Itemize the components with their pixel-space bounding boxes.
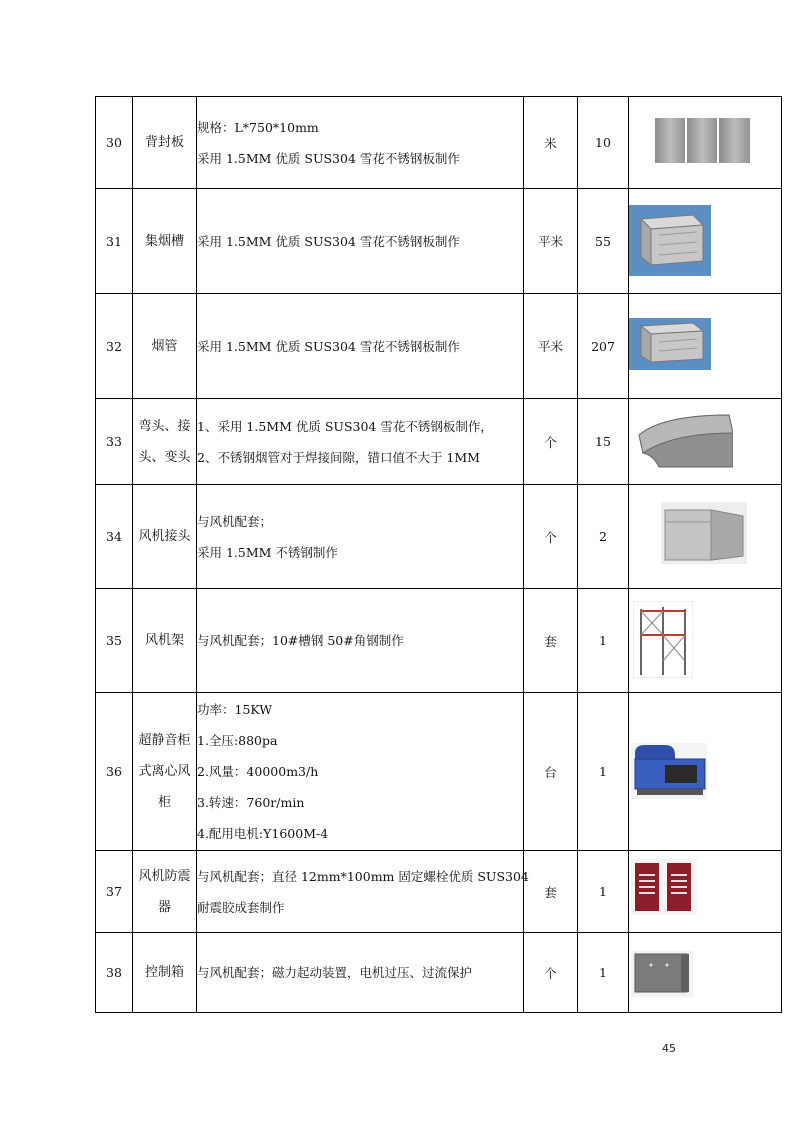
item-unit: 米 xyxy=(524,97,578,189)
item-description: 与风机配套； 采用 1.5MM 不锈钢制作 xyxy=(197,485,524,589)
item-number: 33 xyxy=(96,399,133,485)
item-description: 与风机配套；10#槽钢 50#角钢制作 xyxy=(197,589,524,693)
item-image-cell xyxy=(629,399,782,485)
item-image-cell xyxy=(629,933,782,1013)
item-quantity: 55 xyxy=(578,189,629,294)
equipment-table xyxy=(95,96,782,1013)
item-unit: 平米 xyxy=(524,294,578,399)
item-number: 30 xyxy=(96,97,133,189)
item-name: 风机防震 器 xyxy=(133,851,197,933)
item-quantity: 2 xyxy=(578,485,629,589)
item-description: 与风机配套；直径 12mm*100mm 固定螺栓优质 SUS304 耐震胶成套制作 xyxy=(197,851,524,933)
item-unit: 套 xyxy=(524,851,578,933)
item-number: 37 xyxy=(96,851,133,933)
control-box-icon xyxy=(631,951,693,997)
fan-connector-icon xyxy=(661,502,747,564)
smoke-hood-icon xyxy=(629,205,711,276)
smoke-duct-icon xyxy=(629,318,711,370)
item-number: 31 xyxy=(96,189,133,294)
item-number: 38 xyxy=(96,933,133,1013)
item-description: 与风机配套；磁力起动装置，电机过压、过流保护 xyxy=(197,933,524,1013)
page-number: 45 xyxy=(662,1042,676,1055)
table-row xyxy=(96,485,782,589)
item-unit: 套 xyxy=(524,589,578,693)
item-description: 采用 1.5MM 优质 SUS304 雪花不锈钢板制作 xyxy=(197,294,524,399)
item-name: 弯头、接 头、变头 xyxy=(133,399,197,485)
item-name: 集烟槽 xyxy=(133,189,197,294)
item-image-cell xyxy=(629,189,782,294)
table-row xyxy=(96,399,782,485)
item-unit: 个 xyxy=(524,485,578,589)
item-image-cell xyxy=(629,589,782,693)
item-unit: 台 xyxy=(524,693,578,851)
item-quantity: 15 xyxy=(578,399,629,485)
steel-plate-icon xyxy=(655,118,750,163)
item-name: 背封板 xyxy=(133,97,197,189)
item-description: 规格：L*750*10mm 采用 1.5MM 优质 SUS304 雪花不锈钢板制作 xyxy=(197,97,524,189)
item-quantity: 10 xyxy=(578,97,629,189)
table-row xyxy=(96,933,782,1013)
item-quantity: 1 xyxy=(578,693,629,851)
item-quantity: 1 xyxy=(578,933,629,1013)
fan-frame-icon xyxy=(633,601,693,678)
item-image-cell xyxy=(629,294,782,399)
table-row xyxy=(96,693,782,851)
item-image-cell xyxy=(629,97,782,189)
item-name: 风机接头 xyxy=(133,485,197,589)
item-name: 超静音柜 式离心风 柜 xyxy=(133,693,197,851)
centrifugal-fan-icon xyxy=(631,743,707,799)
item-description: 1、采用 1.5MM 优质 SUS304 雪花不锈钢板制作， 2、不锈钢烟管对于焊接间隙，错口值不大于 1MM xyxy=(197,399,524,485)
anti-vibration-mount-icon xyxy=(631,859,697,915)
item-unit: 个 xyxy=(524,933,578,1013)
item-image-cell xyxy=(629,485,782,589)
item-quantity: 1 xyxy=(578,851,629,933)
item-unit: 个 xyxy=(524,399,578,485)
item-description: 功率：15KW 1.全压:880pa 2.风量：40000m3/h 3.转速：760r/min 4.配用电机:Y1600M-4 xyxy=(197,693,524,851)
item-quantity: 207 xyxy=(578,294,629,399)
table-row xyxy=(96,189,782,294)
table-row xyxy=(96,97,782,189)
item-description: 采用 1.5MM 优质 SUS304 雪花不锈钢板制作 xyxy=(197,189,524,294)
item-name: 烟管 xyxy=(133,294,197,399)
item-image-cell xyxy=(629,693,782,851)
table-row xyxy=(96,851,782,933)
item-number: 34 xyxy=(96,485,133,589)
item-image-cell xyxy=(629,851,782,933)
item-quantity: 1 xyxy=(578,589,629,693)
item-unit: 平米 xyxy=(524,189,578,294)
table-row xyxy=(96,589,782,693)
table-row xyxy=(96,294,782,399)
item-number: 32 xyxy=(96,294,133,399)
duct-elbow-icon xyxy=(633,411,733,471)
item-number: 35 xyxy=(96,589,133,693)
item-name: 控制箱 xyxy=(133,933,197,1013)
item-name: 风机架 xyxy=(133,589,197,693)
item-number: 36 xyxy=(96,693,133,851)
